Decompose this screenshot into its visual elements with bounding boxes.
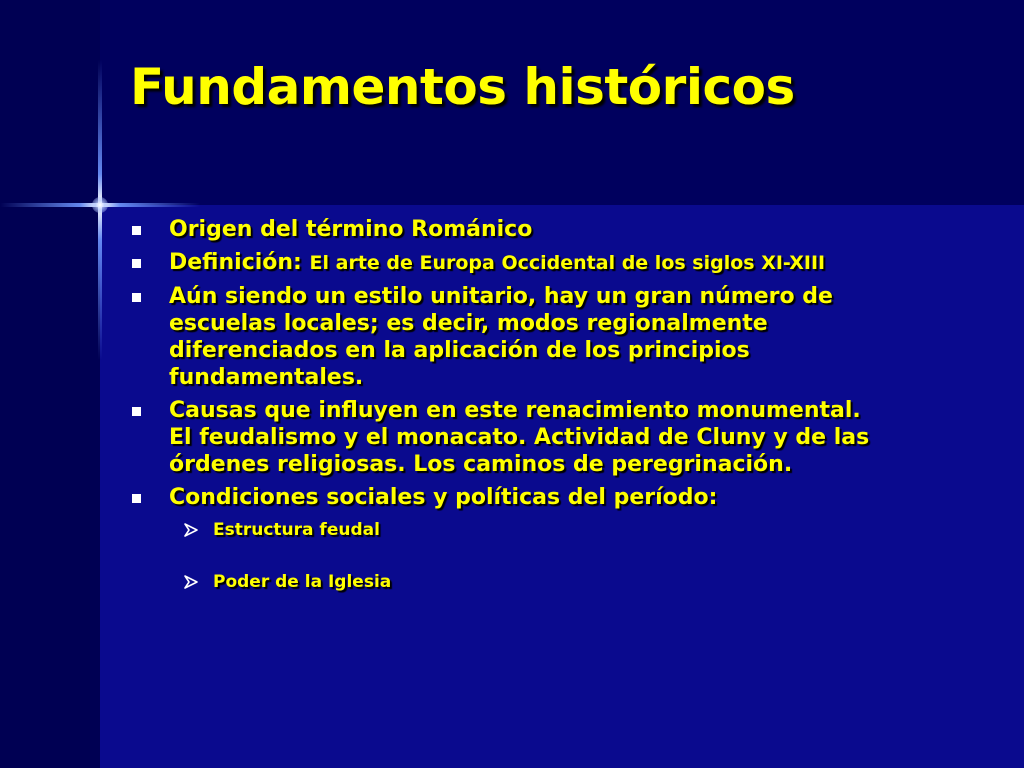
arrow-bullet-icon xyxy=(183,574,199,590)
square-bullet-icon xyxy=(132,259,141,268)
square-bullet-icon xyxy=(132,494,141,503)
square-bullet-icon xyxy=(132,293,141,302)
sub-bullet-item xyxy=(183,571,870,593)
bullet-item xyxy=(130,283,870,391)
sparkle-center xyxy=(92,197,108,213)
bullet-text: Aún siendo un estilo unitario, hay un gran número de escuelas locales; es decir, modos regionalmente diferenciados en la aplicación de los principios fundamentales. xyxy=(169,284,833,390)
bullet-text: Origen del término Románico xyxy=(169,217,533,242)
arrow-bullet-icon xyxy=(183,522,199,538)
sub-bullet-text: Estructura feudal xyxy=(213,520,380,540)
bullet-item xyxy=(130,397,870,478)
sub-bullet-list xyxy=(169,519,870,593)
sub-bullet-item xyxy=(183,519,870,541)
bullet-lead: Definición: xyxy=(169,250,310,275)
bullet-text: Causas que influyen en este renacimiento monumental. El feudalismo y el monacato. Actividad de Cluny y de las órdenes religiosas. Los caminos de peregrinación. xyxy=(169,398,870,477)
slide-title: Fundamentos históricos xyxy=(130,58,795,116)
bullet-item xyxy=(130,484,870,593)
bullet-text: El arte de Europa Occidental de los siglos XI-XIII xyxy=(309,252,826,274)
square-bullet-icon xyxy=(132,226,141,235)
left-band xyxy=(0,0,100,768)
bullet-list xyxy=(130,216,870,599)
sub-bullet-text: Poder de la Iglesia xyxy=(213,572,392,592)
bullet-item xyxy=(130,249,870,277)
bullet-text: Condiciones sociales y políticas del período: xyxy=(169,485,718,510)
bullet-item xyxy=(130,216,870,243)
square-bullet-icon xyxy=(132,407,141,416)
